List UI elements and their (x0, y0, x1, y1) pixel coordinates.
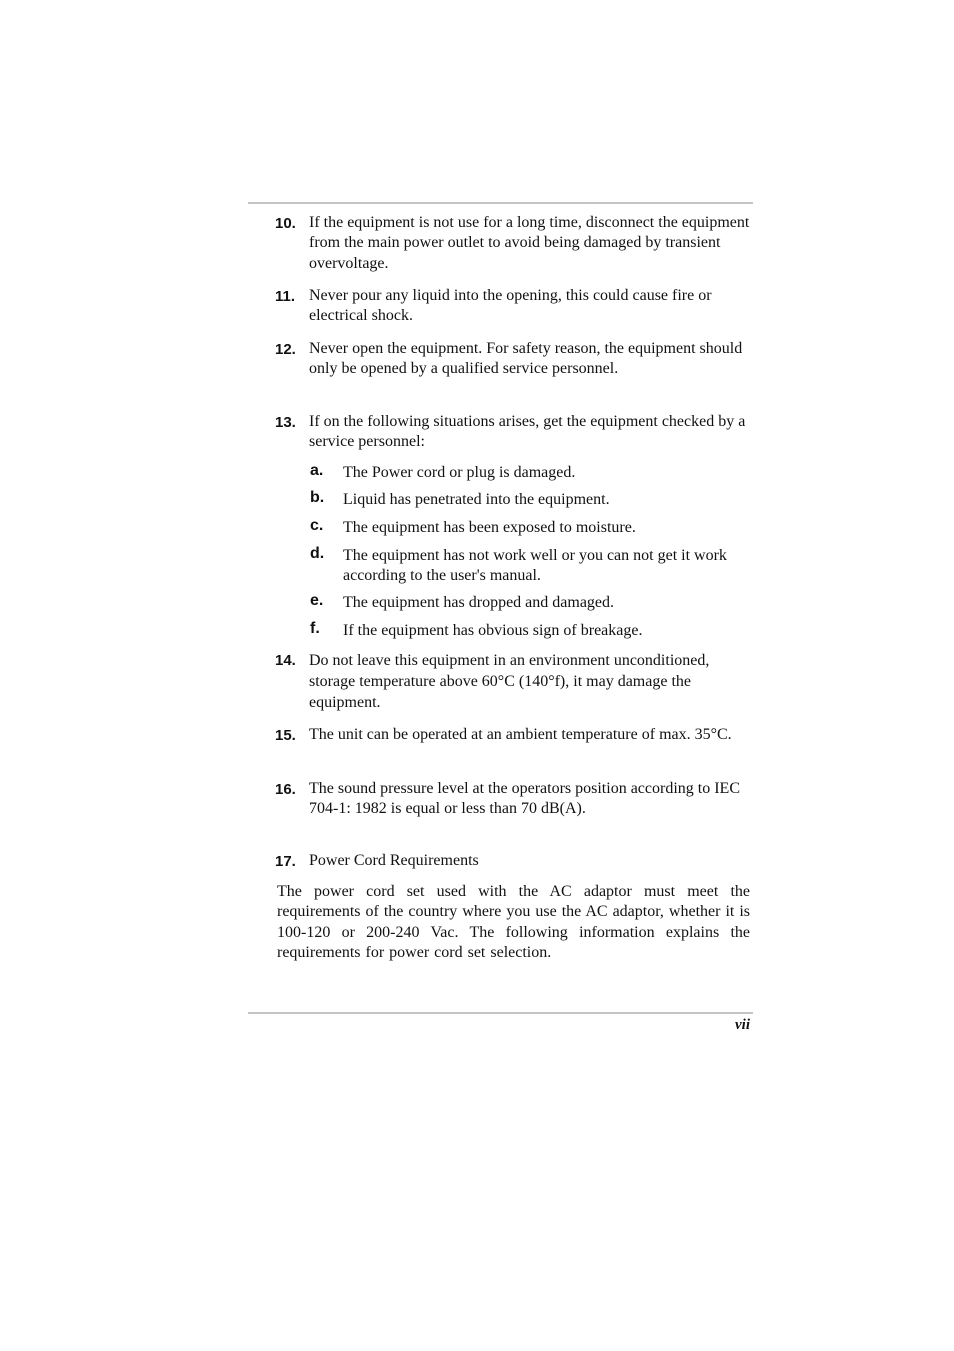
page-number: vii (735, 1017, 750, 1033)
sub-item-letter: b. (310, 489, 325, 506)
item-text: If the equipment is not use for a long time, disconnect the equipment from the main power outlet to avoid being damaged by transient overvoltage. (309, 214, 750, 272)
sub-item-letter: c. (310, 517, 324, 534)
item-text: Never pour any liquid into the opening, this could cause fire or electrical shock. (309, 287, 712, 325)
item-number: 12. (275, 341, 296, 358)
sub-item-text: The Power cord or plug is damaged. (343, 464, 576, 481)
item-text: The unit can be operated at an ambient temperature of max. 35°C. (309, 726, 732, 743)
item-number: 14. (275, 652, 296, 669)
sub-item-letter: e. (310, 592, 324, 609)
bottom-divider (248, 1012, 753, 1014)
sub-item-text: The equipment has dropped and damaged. (343, 594, 615, 611)
item-text: If on the following situations arises, get the equipment checked by a service personnel: (309, 413, 746, 451)
item-number: 11. (275, 288, 296, 305)
item-number: 10. (275, 215, 296, 232)
item-text: Power Cord Requirements (309, 852, 479, 869)
top-divider (248, 202, 753, 204)
item-text: Do not leave this equipment in an environment unconditioned, storage temperature above 60°C (140°f), it may damage the equipment. (309, 652, 710, 712)
sub-item-letter: f. (310, 620, 320, 637)
item-number: 17. (275, 853, 296, 870)
item-number: 13. (275, 414, 296, 431)
power-cord-paragraph: The power cord set used with the AC adaptor must meet the requirements of the country where you use the AC adaptor, whether it is 100-120 or 200-240 Vac. The following information explains the requirements for power cord set selection. (277, 883, 751, 962)
item-number: 15. (275, 727, 296, 744)
sub-item-text: If the equipment has obvious sign of breakage. (343, 622, 643, 639)
item-text: Never open the equipment. For safety reason, the equipment should only be opened by a qualified service personnel. (309, 340, 743, 378)
sub-item-letter: d. (310, 545, 325, 562)
sub-item-letter: a. (310, 462, 324, 479)
sub-item-text: Liquid has penetrated into the equipment. (343, 491, 610, 508)
item-number: 16. (275, 781, 296, 798)
sub-item-text: The equipment has been exposed to moisture. (343, 519, 636, 536)
sub-item-text: The equipment has not work well or you can not get it work according to the user's manual. (343, 547, 727, 585)
item-text: The sound pressure level at the operators position according to IEC 704-1: 1982 is equal or less than 70 dB(A). (309, 780, 740, 818)
